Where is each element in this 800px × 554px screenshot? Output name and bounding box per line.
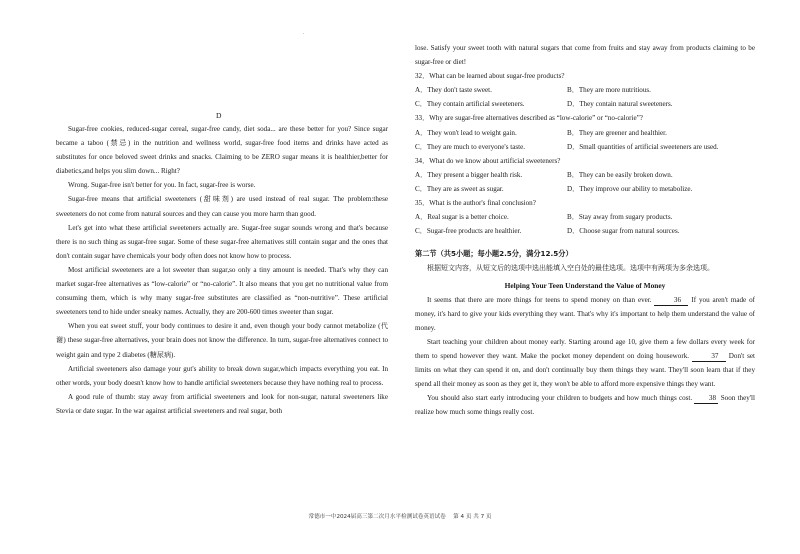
blank-37[interactable]: 37 [692, 351, 726, 362]
option-b: B．They are greener and healthier. [567, 128, 667, 137]
passage-paragraph: Wrong. Sugar-free isn't better for you. In fact, sugar-free is worse. [68, 181, 256, 190]
option-c: C．They are much to everyone's taste. [415, 142, 526, 151]
article-paragraph [415, 335, 755, 391]
passage-paragraph: Sugar-free means that artificial sweeteners (甜味剂) are used instead of real sugar. The problem:these sweeteners do not come from natural sources and they can cause you more harm than good. [56, 195, 388, 218]
question-stem: 32．What can be learned about sugar-free products? [415, 72, 565, 81]
option-d: D．They improve our ability to metabolize. [567, 184, 693, 193]
page-footer: 常德市一中2024届高三第二次月水平检测试卷英语试卷 第 4 页 共 7 页 [308, 514, 492, 520]
section-instructions: 根据短文内容，从短文后的选项中选出能填入空白处的最佳选项。选项中有两项为多余选项。 [427, 264, 714, 273]
option-d: D．They contain natural sweeteners. [567, 100, 673, 109]
paragraph-text: Start teaching your children about money early. Starting around age 10, give them a few dollars every week for them to spend however they want. Make the pocket money dependent on doing housework. [415, 337, 755, 360]
option-c: C．Sugar-free products are healthier. [415, 227, 522, 236]
passage-paragraph: Let's get into what these artificial sweeteners actually are. Sugar-free sugar sounds wrong and that's because there is no such thing as sugar-free sugar. Some of these sugar-free alternatives still contain sugar and the ones that don't contain sugar have chemicals your body often does not know how to process. [56, 223, 388, 260]
article-paragraph [415, 293, 755, 335]
question-34 [415, 154, 755, 196]
section-title: 第二节（共5小题；每小题2.5分，满分12.5分） [415, 249, 573, 259]
question-32 [415, 69, 755, 111]
option-b: B．They can be easily broken down. [567, 170, 673, 179]
option-b: B．Stay away from sugary products. [567, 213, 673, 222]
question-stem: 34．What do we know about artificial sweeteners? [415, 156, 561, 165]
right-column [415, 41, 755, 419]
option-a: A．They present a bigger health risk. [415, 170, 523, 179]
option-b: B．They are more nutritious. [567, 86, 651, 95]
question-stem: 33．Why are sugar-free alternatives described as “low-calorie” or “no-calorie”? [415, 114, 643, 123]
passage-paragraph: Artificial sweeteners also damage your gut's ability to break down sugar,which impacts everything you eat. In other words, your body doesn't know how to handle artificial sweeteners because they have nothing real to process. [56, 364, 388, 387]
passage-continuation: lose. Satisfy your sweet tooth with natural sugars that come from fruits and stay away from products claiming to be sugar-free or diet! [415, 44, 755, 67]
paragraph-text: Don't set limits on what they can spend it on, and don't continually buy them things they want. They'll soon learn that if they spend all their money as soon as they get it, they won't be able to afford more expensive things they want. [415, 351, 756, 389]
question-stem: 35．What is the author's final conclusion? [415, 199, 536, 208]
passage-paragraph: Sugar-free cookies, reduced-sugar cereal, sugar-free candy, diet soda... are these better for you? Since sugar became a taboo (禁忌) in the nutrition and wellness world, sugar-free food items and drinks have acted as substitutes for once beloved sweet drinks and snacks. Claiming to be ZERO sugar means it is healthier,better for diabetics,and helps you slim down... Right? [56, 125, 388, 176]
article-title: Helping Your Teen Understand the Value of Money [504, 280, 666, 290]
paragraph-text: You should also start early introducing your children to budgets and how much things cost. [427, 394, 693, 403]
stray-dot: . [303, 30, 305, 36]
option-c: C．They contain artificial sweeteners. [415, 100, 525, 109]
left-column [56, 122, 388, 418]
blank-38[interactable]: 38 [694, 393, 718, 404]
passage-paragraph: Most artificial sweeteners are a lot sweeter than sugar,so only a tiny amount is needed. That's why they can market sugar-free alternatives as “low-calorie” or “no-calorie”. It also means that you get no nutritional value from consuming them, which is why many sugar-free substitutes are classified as “non-nutritive”. These artificial sweeteners tend to hide under sneaky names. Actually, they are 200-600 times sweeter than sugar. [56, 265, 388, 317]
passage-paragraph: When you eat sweet stuff, your body continues to desire it and, even though your body cannot metabolize (代谢) these sugar-free alternatives, your brain does not know the difference. In turn, sugar-free alternatives connect to weight gain and type 2 diabetes (糖尿病). [56, 322, 388, 359]
article-paragraph [415, 391, 755, 419]
passage-heading: D [216, 111, 222, 120]
option-a: A．They won't lead to weight gain. [415, 128, 517, 137]
paragraph-text: Soon they'll realize how much some things really cost. [415, 394, 755, 417]
option-d: D．Small quantities of artificial sweeteners are used. [567, 142, 719, 151]
passage-paragraph: A good rule of thumb: stay away from artificial sweeteners and look for non-sugar, natural sweeteners like Stevia or date sugar. In the war against artificial sweeteners and real sugar, both [56, 392, 388, 415]
option-c: C．They are as sweet as sugar. [415, 184, 504, 193]
question-35 [415, 196, 755, 238]
option-d: D．Choose sugar from natural sources. [567, 227, 680, 236]
paragraph-text: If you aren't made of money, it's hard to give your kids everything they want. That's why it's important to help them understand the value of money. [415, 295, 755, 332]
paragraph-text: It seems that there are more things for teens to spend money on than ever. [427, 295, 652, 304]
option-a: A．They don't taste sweet. [415, 86, 492, 95]
question-33 [415, 111, 755, 153]
blank-36[interactable]: 36 [654, 295, 688, 306]
option-a: A．Real sugar is a better choice. [415, 213, 509, 222]
